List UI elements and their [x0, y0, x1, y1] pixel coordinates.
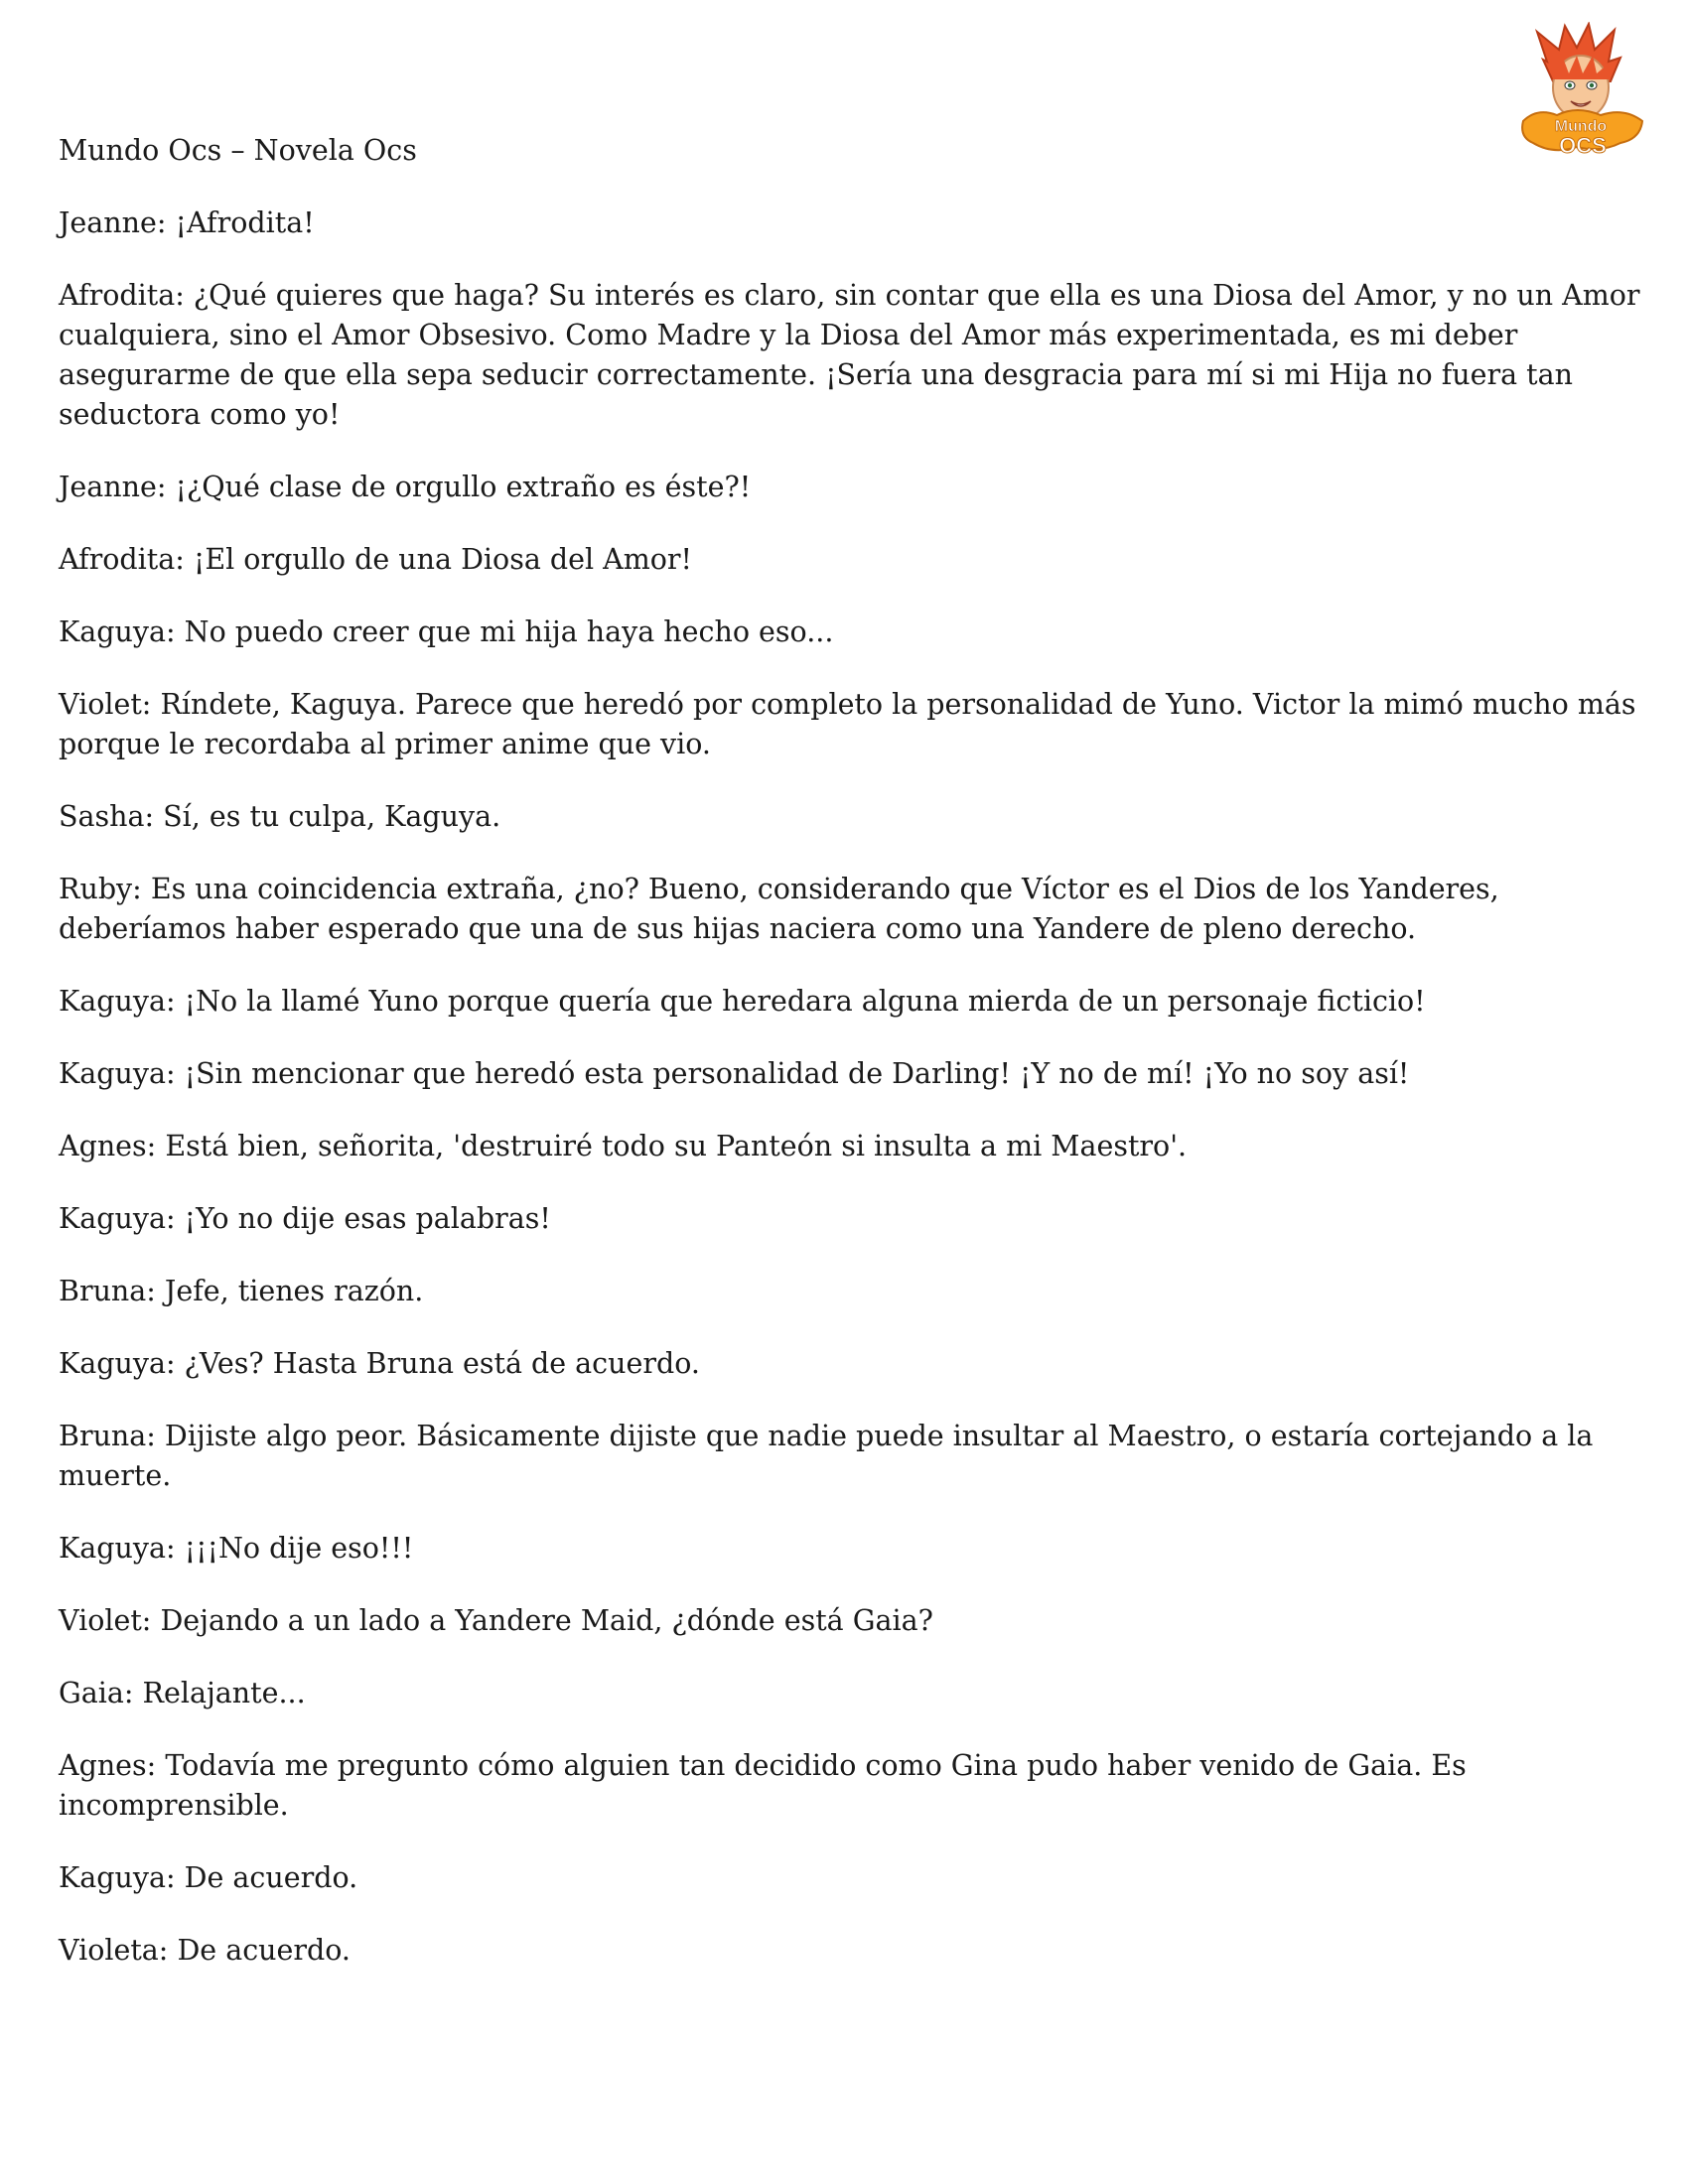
document-body [59, 131, 1647, 2003]
dialogue-line: Violeta: De acuerdo. [59, 1934, 351, 1967]
dialogue-line: Kaguya: ¡No la llamé Yuno porque quería que heredara alguna mierda de un personaje ficticio! [59, 985, 1426, 1018]
dialogue-line: Agnes: Todavía me pregunto cómo alguien tan decidido como Gina pudo haber venido de Gaia. Es incomprensible. [59, 1749, 1467, 1822]
dialogue-line: Afrodita: ¿Qué quieres que haga? Su interés es claro, sin contar que ella es una Diosa del Amor, y no un Amor cualquiera, sino el Amor Obsesivo. Como Madre y la Diosa del Amor más experimentada, es mi deber asegurarme de que ella sepa seducir correctamente. ¡Sería una desgracia para mí si mi Hija no fuera tan seductora como yo! [59, 279, 1640, 431]
dialogue-line: Kaguya: ¡Sin mencionar que heredó esta personalidad de Darling! ¡Y no de mí! ¡Yo no soy así! [59, 1057, 1410, 1090]
dialogue-line: Bruna: Dijiste algo peor. Básicamente dijiste que nadie puede insultar al Maestro, o estaría cortejando a la muerte. [59, 1420, 1594, 1492]
dialogue-line: Kaguya: No puedo creer que mi hija haya hecho eso... [59, 615, 834, 648]
dialogue-line: Ruby: Es una coincidencia extraña, ¿no? Bueno, considerando que Víctor es el Dios de los Yanderes, deberíamos haber esperado que una de sus hijas naciera como una Yandere de pleno derecho. [59, 873, 1499, 945]
dialogue-line: Kaguya: ¡¡¡No dije eso!!! [59, 1532, 414, 1565]
dialogue-line: Sasha: Sí, es tu culpa, Kaguya. [59, 800, 501, 833]
document-header: Mundo Ocs – Novela Ocs [59, 134, 417, 167]
dialogue-line: Agnes: Está bien, señorita, 'destruiré todo su Panteón si insulta a mi Maestro'. [59, 1130, 1188, 1162]
dialogue-line: Afrodita: ¡El orgullo de una Diosa del Amor! [59, 543, 692, 576]
dialogue-line: Kaguya: ¡Yo no dije esas palabras! [59, 1202, 551, 1235]
dialogue-line: Bruna: Jefe, tienes razón. [59, 1275, 424, 1307]
dialogue-line: Violet: Dejando a un lado a Yandere Maid, ¿dónde está Gaia? [59, 1604, 933, 1637]
svg-text:Mundo: Mundo [1554, 118, 1608, 135]
dialogue-line: Kaguya: De acuerdo. [59, 1861, 358, 1894]
dialogue-line: Jeanne: ¡¿Qué clase de orgullo extraño es éste?! [59, 471, 752, 503]
dialogue-line: Violet: Ríndete, Kaguya. Parece que heredó por completo la personalidad de Yuno. Victor la mimó mucho más porque le recordaba al primer anime que vio. [59, 688, 1636, 760]
svg-text:OCS: OCS [1559, 133, 1607, 158]
dialogue-line: Jeanne: ¡Afrodita! [59, 206, 315, 239]
dialogue-line: Kaguya: ¿Ves? Hasta Bruna está de acuerdo. [59, 1347, 700, 1380]
dialogue-line: Gaia: Relajante... [59, 1677, 306, 1709]
